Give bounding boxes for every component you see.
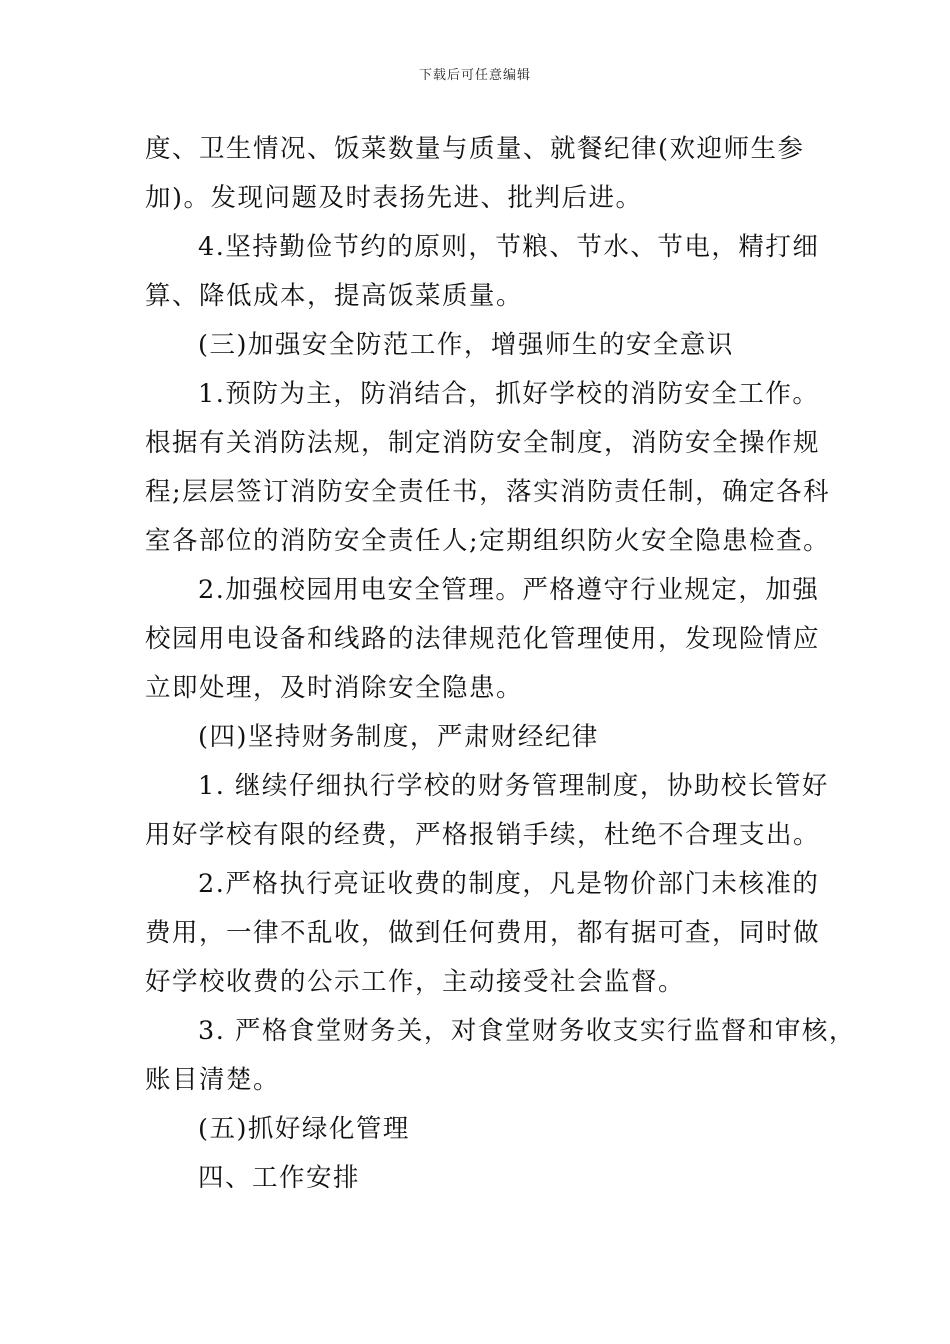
text-line: 根据有关消防法规，制定消防安全制度，消防安全操作规 <box>145 428 821 458</box>
text-line: 立即处理，及时消除安全隐患。 <box>145 673 524 703</box>
text-line: 账目清楚。 <box>145 1065 281 1095</box>
text-line: 费用，一律不乱收，做到任何费用，都有据可查，同时做 <box>145 918 821 948</box>
paragraph-start-line: 1.预防为主，防消结合，抓好学校的消防安全工作。 <box>198 379 820 409</box>
paragraph-start-line: 3. 严格食堂财务关，对食堂财务收支实行监督和审核， <box>198 1016 856 1046</box>
section-heading: (四)坚持财务制度，严肃财经纪律 <box>198 722 599 752</box>
paragraph-start-line: 1. 继续仔细执行学校的财务管理制度，协助校长管好 <box>198 771 829 801</box>
text-line: 程;层层签订消防安全责任书，落实消防责任制，确定各科 <box>145 477 831 507</box>
paragraph-start-line: 2.严格执行亮证收费的制度，凡是物价部门未核准的 <box>198 869 820 899</box>
section-heading: (三)加强安全防范工作，增强师生的安全意识 <box>198 330 734 360</box>
text-line: 加)。发现问题及时表扬先进、批判后进。 <box>145 183 643 213</box>
text-line: 校园用电设备和线路的法律规范化管理使用，发现险情应 <box>145 624 821 654</box>
page-header: 下载后可任意编辑 <box>418 68 531 83</box>
text-line: 度、卫生情况、饭菜数量与质量、就餐纪律(欢迎师生参 <box>145 134 805 164</box>
document-body <box>145 125 856 1203</box>
text-line: 好学校收费的公示工作，主动接受社会监督。 <box>145 967 686 997</box>
text-line: 用好学校有限的经费，严格报销手续，杜绝不合理支出。 <box>145 820 821 850</box>
text-line: 室各部位的消防安全责任人;定期组织防火安全隐患检查。 <box>145 526 831 556</box>
section-heading: 四、工作安排 <box>198 1163 361 1193</box>
paragraph-start-line: 4.坚持勤俭节约的原则，节粮、节水、节电，精打细 <box>198 232 820 262</box>
text-line: 算、降低成本，提高饭菜质量。 <box>145 281 524 311</box>
paragraph-start-line: 2.加强校园用电安全管理。严格遵守行业规定，加强 <box>198 575 820 605</box>
section-heading: (五)抓好绿化管理 <box>198 1114 410 1144</box>
